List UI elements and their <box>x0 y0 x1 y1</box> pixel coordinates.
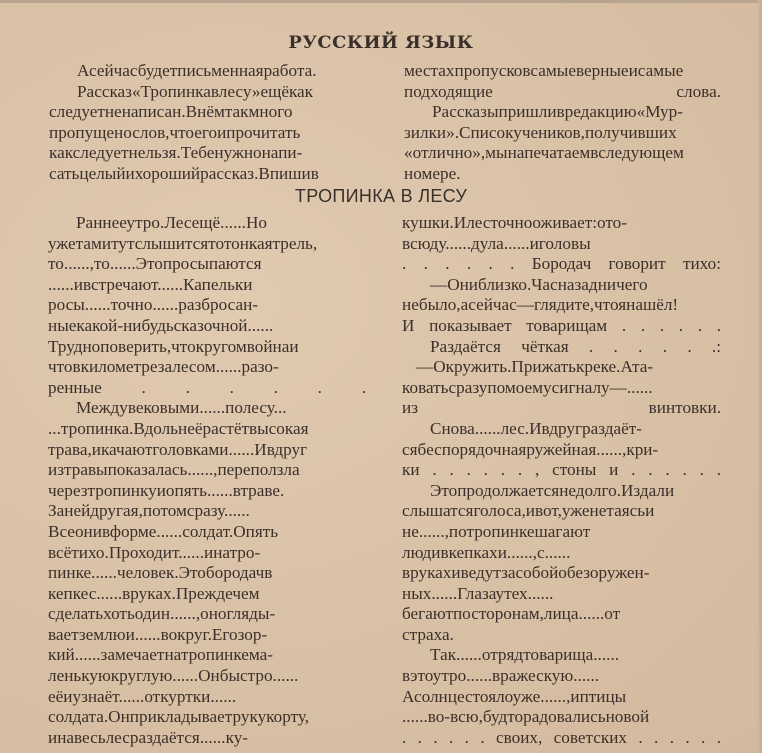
text-line: ваетземлюи......вокруг.Егозор- <box>48 624 268 644</box>
text-line: ужетамитутслышитсятотонкаятрель, <box>48 233 318 253</box>
text-line: подходящие слова. <box>404 81 721 101</box>
text-line: Асейчасбудетписьменнаяработа. <box>77 61 317 80</box>
text-line: ных......Глазаутех...... <box>402 583 554 603</box>
text-line: сделатьхотьодин......,оногляды- <box>48 604 276 624</box>
text-line: Раннееутро.Лесещё......Но <box>76 213 267 232</box>
story-title: ТРОПИНКА В ЛЕСУ <box>294 186 468 206</box>
text-line: Трудноповерить,чтокругомвойнаи <box>48 336 299 356</box>
text-line: —Ониблизко.Часназадничего <box>430 274 648 294</box>
text-line: ныекакой-нибудьсказочной...... <box>48 315 274 335</box>
text-line: инавесьлесраздаётся......ку- <box>48 727 249 747</box>
text-line: И показывает товарищам . . . . . . <box>402 315 721 335</box>
text-line: —Окружить.Прижатькреке.Ата- <box>416 357 654 377</box>
text-line: Этопродолжаетсянедолго.Издали <box>430 480 675 500</box>
text-line: не......,потропинкешагают <box>402 521 591 541</box>
text-line: Асолнцестоялоуже......,иптицы <box>402 686 627 706</box>
text-line: ...тропинка.Вдольнеёрастётвысокая <box>48 418 309 438</box>
text-line: Рассказыпришливредакцию«Мур- <box>432 102 683 122</box>
text-line: пропущенослов,чтоегоипрочитать <box>49 122 301 142</box>
text-line: Междувековыми......полесу... <box>76 398 287 418</box>
text-line: бегаютпосторонам,лица......от <box>402 604 621 624</box>
text-line: . . . . . . своих, советских . . . . . . <box>402 727 721 747</box>
story-right-column <box>402 213 721 748</box>
text-line: ренные . . . . . . <box>48 377 366 397</box>
text-line: Раздаётся чёткая . . . . . .: <box>430 336 721 356</box>
text-line: коватьсразупомоемусигналу—...... <box>402 377 653 397</box>
text-line: всётихо.Проходит......инатро- <box>48 542 261 562</box>
text-line: то......,то......Этопросыпаются <box>48 254 262 274</box>
text-line: номере. <box>404 163 461 183</box>
text-line: Рассказ«Тропинкавлесу»ещёкак <box>77 81 314 101</box>
text-line: страха. <box>402 624 454 644</box>
text-line: пинке......человек.Этобородачв <box>48 563 273 583</box>
text-line: ленькуюкруглую......Онбыстро...... <box>48 666 299 686</box>
intro-right-column <box>404 61 721 185</box>
text-line: сатьцелыйихорошийрассказ.Впишив <box>49 163 319 183</box>
intro-left-column <box>49 61 366 185</box>
text-line: солдата.Онприкладываетрукукорту, <box>48 707 310 727</box>
text-line: росы......точно......разбросан- <box>48 295 258 315</box>
text-line: черезтропинкуиопять......втраве. <box>48 480 285 500</box>
text-line: кушки.Илесточнооживает:ото- <box>402 213 627 232</box>
text-line: вэтоутро......вражескую...... <box>402 666 600 686</box>
text-line: ......во-всю,будторадовалисьновой <box>402 707 650 727</box>
text-line: следуетненаписан.Внёмтакмного <box>49 102 293 122</box>
text-line: Всеонивформе......солдат.Опять <box>48 521 279 541</box>
text-line: кий......замечаетнатропинкема- <box>48 645 274 665</box>
text-line: трава,икачаютголовками......Ивдруг <box>48 439 308 459</box>
section-title: РУССКИЙ ЯЗЫК <box>288 33 474 53</box>
text-line: . . . . . . Бородач говорит тихо: <box>402 254 721 274</box>
text-line: врукахиведутзасобойобезоружен- <box>402 563 650 583</box>
page-right-edge <box>758 0 762 753</box>
text-line: еёиузнаёт......откуртки...... <box>48 686 237 706</box>
text-line: изтравыпоказалась......,переползла <box>48 460 300 480</box>
text-line: какследуетнельзя.Тебенужнонапи- <box>49 143 303 163</box>
text-line: Занейдругая,потомсразу...... <box>48 501 250 521</box>
text-line: из винтовки. <box>402 398 721 418</box>
text-line: «отлично»,мынапечатаемвследующем <box>404 143 684 163</box>
text-line: ки . . . . . . , стоны и . . . . . . <box>402 460 721 480</box>
text-line: сябеспорядочнаяружейная......,кри- <box>402 439 659 459</box>
text-line: зилки».Списокучеников,получивших <box>404 122 677 142</box>
text-line: местахпропусковсамыеверныеисамые <box>404 61 684 80</box>
text-line: кепкес......вруках.Преждечем <box>48 583 260 603</box>
page-top-edge <box>0 0 762 3</box>
text-line: небыло,асейчас—глядите,чтоянашёл! <box>402 295 679 315</box>
text-line: всюду......дула......иголовы <box>402 233 591 253</box>
story-left-column <box>48 213 366 748</box>
text-line: Так......отрядтоварища...... <box>430 645 620 665</box>
text-line: ......ивстречают......Капельки <box>48 274 253 294</box>
text-line: слышатсяголоса,ивот,уженетаясьи <box>402 501 655 521</box>
text-line: людивкепкахи......,с...... <box>402 542 571 562</box>
text-line: Снова......лес.Ивдруграздаёт- <box>430 418 642 438</box>
text-line: чтовкилометрезалесом......разо- <box>48 357 279 377</box>
